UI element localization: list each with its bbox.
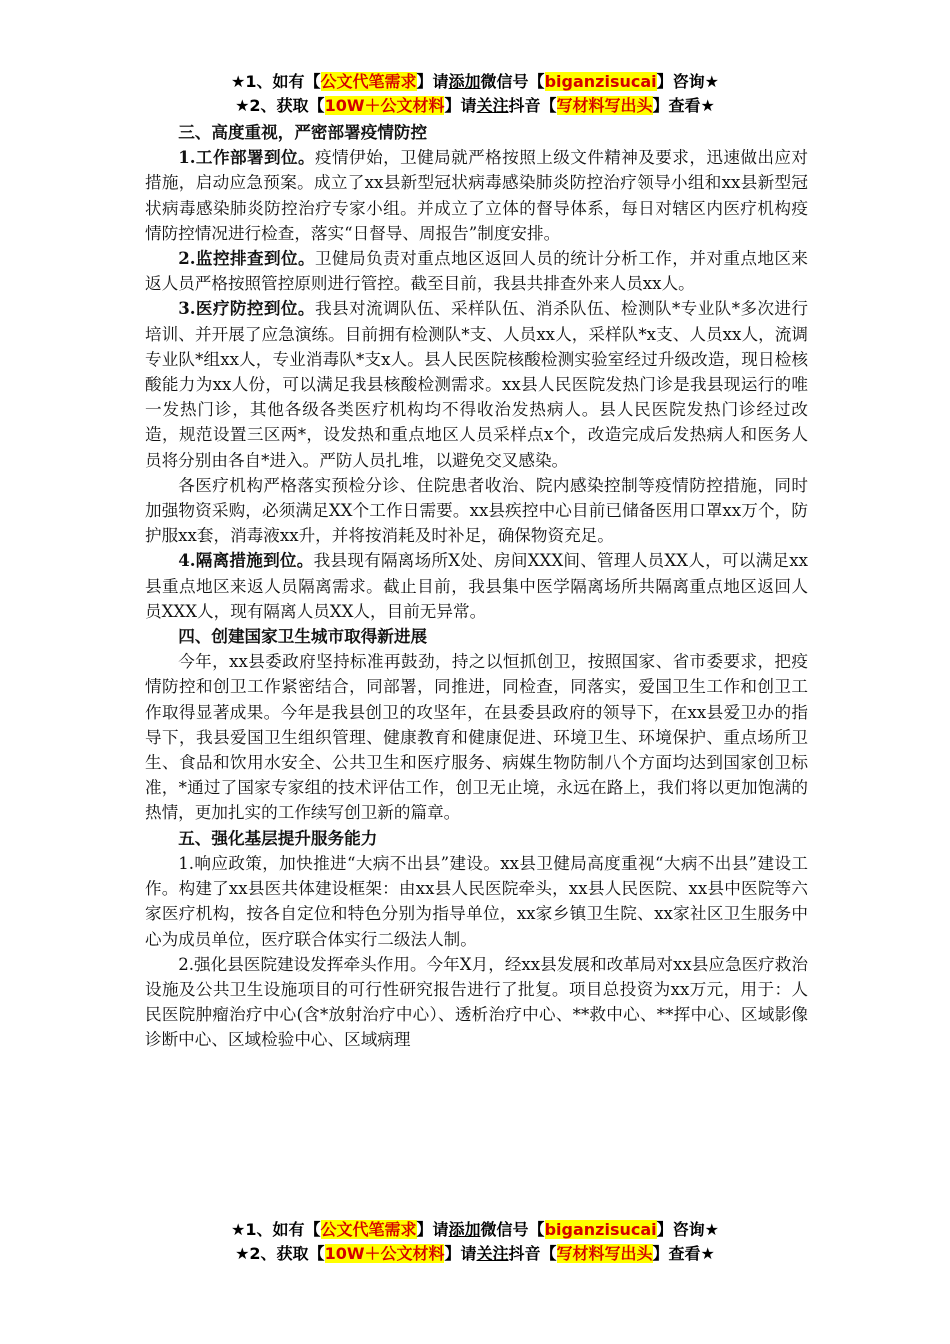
banner-highlight: biganzisucai <box>544 72 657 91</box>
paragraph-lead: 1.工作部署到位。 <box>178 147 316 168</box>
banner-text: 抖音【 <box>508 1244 557 1263</box>
paragraph-lead: 2.监控排查到位。 <box>178 248 316 269</box>
banner-text: 】请 <box>444 1244 477 1263</box>
paragraph-text: 疫情伊始，卫健局就严格按照上级文件精神及要求，迅速做出应对措施，启动应急预案。成立了xx县新型冠状病毒感染肺炎防控治疗领导小组和xx县新型冠状病毒感染肺炎防控治疗专家小组。并成立了立体的督导体系，每日对辖区内医疗机构疫情防控情况进行检查，落实“日督导、周报告”制度安排。 <box>145 148 809 243</box>
paragraph-5 <box>145 548 808 624</box>
bottom-banner-line-1 <box>0 1218 950 1242</box>
paragraph-lead: 4.隔离措施到位。 <box>178 550 314 571</box>
paragraph-text: 我县现有隔离场所X处、房间XXX间、管理人员XX人，可以满足xx县重点地区来返人员隔离需求。截止目前，我县集中医学隔离场所共隔离重点地区返回人员XXX人，现有隔离人员XX人，目前无异常。 <box>145 551 808 621</box>
top-banner-line-1 <box>0 70 950 94</box>
paragraph-4: 各医疗机构严格落实预检分诊、住院患者收治、院内感染控制等疫情防控措施，同时加强物资采购，必须满足XX个工作日需要。xx县疾控中心目前已储备医用口罩xx万个，防护服xx套，消毒液xx升，并将按消耗及时补足，确保物资充足。 <box>145 475 808 546</box>
top-banner <box>0 70 950 118</box>
banner-text: 】查看★ <box>652 96 715 115</box>
banner-highlight: 写材料写出头 <box>556 96 653 115</box>
banner-highlight: 公文代笔需求 <box>320 72 417 91</box>
banner-emphasis: 添加 <box>448 1220 481 1239</box>
top-banner-line-2 <box>0 94 950 118</box>
paragraph-lead: 3.医疗防控到位。 <box>178 298 315 319</box>
banner-highlight: 公文代笔需求 <box>320 1220 417 1239</box>
bottom-banner <box>0 1218 950 1266</box>
bottom-banner-line-2 <box>0 1242 950 1266</box>
document-body <box>145 120 808 1053</box>
banner-text: 抖音【 <box>508 96 557 115</box>
banner-highlight: 10W＋公文材料 <box>324 1244 445 1263</box>
banner-text: ★1、如有【 <box>231 1220 321 1239</box>
paragraph-text: 我县对流调队伍、采样队伍、消杀队伍、检测队*专业队*多次进行培训、并开展了应急演练。目前拥有检测队*支、人员xx人，采样队*x支、人员xx人，流调专业队*组xx人，专业消毒队*支x人。县人民医院核酸检测实验室经过升级改造，现日检核酸能力为xx人份，可以满足我县核酸检测需求。xx县人民医院发热门诊是我县现运行的唯一发热门诊，其他各级各类医疗机构均不得收治发热病人。县人民医院发热门诊经过改造，规范设置三区两*，设发热和重点地区人员采样点x个，改造完成后发热病人和医务人员将分别由各自*进入。严防人员扎堆，以避免交叉感染。 <box>145 299 808 470</box>
banner-text: 】请 <box>444 96 477 115</box>
banner-text: ★2、获取【 <box>235 1244 325 1263</box>
banner-text: ★1、如有【 <box>231 72 321 91</box>
banner-text: 】查看★ <box>652 1244 715 1263</box>
banner-text: 微信号【 <box>480 1220 545 1239</box>
banner-text: 】请 <box>416 72 449 91</box>
section-heading-5: 五、强化基层提升服务能力 <box>178 827 378 848</box>
paragraph-text: 卫健局负责对重点地区返回人员的统计分析工作，并对重点地区来返人员严格按照管控原则进行管控。截至目前，我县共排查外来人员xx人。 <box>145 249 809 294</box>
section-heading-3: 三、高度重视，严密部署疫情防控 <box>178 122 428 142</box>
banner-highlight: 写材料写出头 <box>556 1244 653 1263</box>
banner-text: 】咨询★ <box>656 72 719 91</box>
paragraph-3 <box>145 296 808 472</box>
banner-text: 】请 <box>416 1220 449 1239</box>
banner-text: 】咨询★ <box>656 1220 719 1239</box>
paragraph-1 <box>145 145 808 246</box>
paragraph-2 <box>145 246 808 296</box>
banner-text: 微信号【 <box>480 72 545 91</box>
banner-emphasis: 关注 <box>476 96 509 115</box>
paragraph-7: 1.响应政策，加快推进“大病不出县”建设。xx县卫健局高度重视“大病不出县”建设工作。构建了xx县医共体建设框架：由xx县人民医院牵头，xx县人民医院、xx县中医院等六家医疗机构，按各自定位和特色分别为指导单位，xx家乡镇卫生院、xx家社区卫生服务中心为成员单位，医疗联合体实行二级法人制。 <box>145 853 808 949</box>
banner-highlight: biganzisucai <box>544 1220 657 1239</box>
paragraph-8: 2.强化县医院建设发挥牵头作用。今年X月，经xx县发展和改革局对xx县应急医疗救治设施及公共卫生设施项目的可行性研究报告进行了批复。项目总投资为xx万元，用于：人民医院肿瘤治疗中心(含*放射治疗中心）、透析治疗中心、**救中心、**挥中心、区域影像诊断中心、区域检验中心、区域病理 <box>145 954 808 1050</box>
banner-highlight: 10W＋公文材料 <box>324 96 445 115</box>
banner-text: ★2、获取【 <box>235 96 325 115</box>
banner-emphasis: 添加 <box>448 72 481 91</box>
banner-emphasis: 关注 <box>476 1244 509 1263</box>
paragraph-6: 今年，xx县委政府坚持标准再鼓劲，持之以恒抓创卫，按照国家、省市委要求，把疫情防控和创卫工作紧密结合，同部署，同推进，同检查，同落实，爱国卫生工作和创卫工作取得显著成果。今年是我县创卫的攻坚年，在县委县政府的领导下，在xx县爱卫办的指导下，我县爱国卫生组织管理、健康教育和健康促进、环境卫生、环境保护、重点场所卫生、食品和饮用水安全、公共卫生和医疗服务、病媒生物防制八个方面均达到国家创卫标准，*通过了国家专家组的技术评估工作，创卫无止境，永远在路上，我们将以更加饱满的热情，更加扎实的工作续写创卫新的篇章。 <box>145 652 808 823</box>
section-heading-4: 四、创建国家卫生城市取得新进展 <box>178 626 428 647</box>
